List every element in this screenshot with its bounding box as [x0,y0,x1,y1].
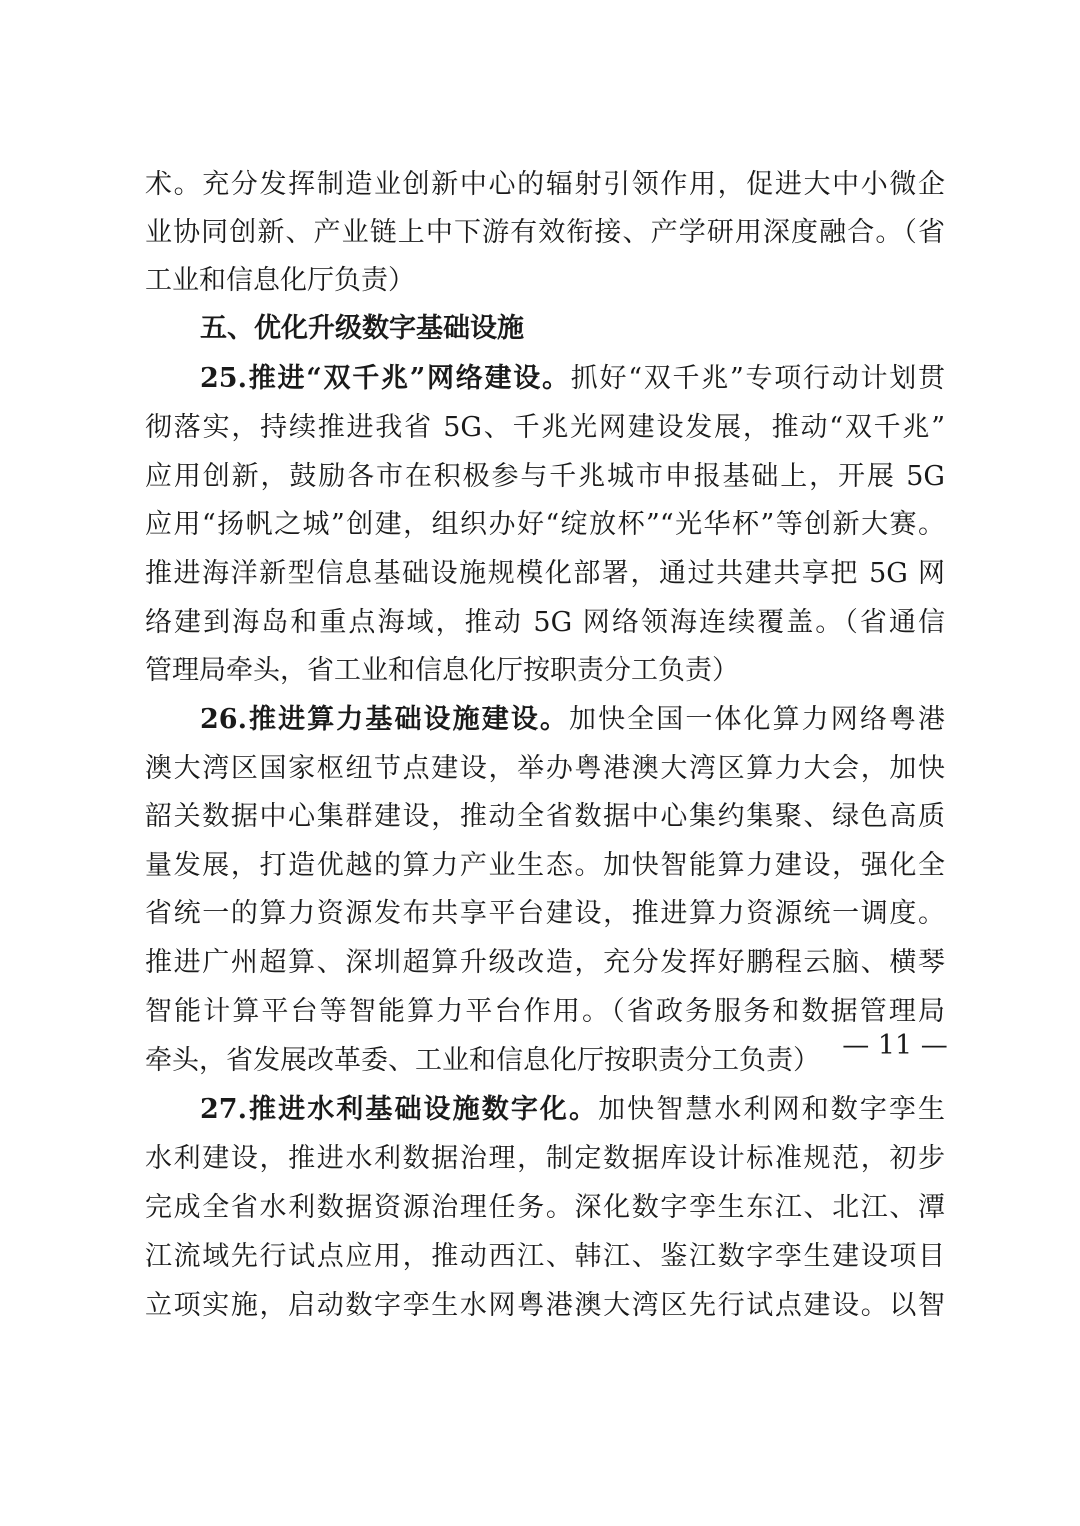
item-25-text: 抓好“双千兆”专项行动计划贯 [570,363,945,394]
paragraph-line: 工业和信息化厅负责） [145,265,415,296]
paragraph-line: 术。充分发挥制造业创新中心的辐射引领作用，促进大中小微企 [145,169,945,200]
paragraph-line: 完成全省水利数据资源治理任务。深化数字孪生东江、北江、潭 [145,1192,945,1223]
paragraph-line: 推进海洋新型信息基础设施规模化部署，通过共建共享把 5G 网 [145,558,945,589]
paragraph-line: 量发展，打造优越的算力产业生态。加快智能算力建设，强化全 [145,850,945,881]
paragraph-line: 韶关数据中心集群建设，推动全省数据中心集约集聚、绿色高质 [145,801,945,832]
paragraph-line: 应用“扬帆之城”创建，组织办好“绽放杯”“光华杯”等创新大赛。 [145,509,945,540]
paragraph-line: 管理局牵头，省工业和信息化厅按职责分工负责） [145,655,739,686]
item-26-text: 加快全国一体化算力网络粤港 [568,704,945,735]
item-26-title: 26.推进算力基础设施建设。 [200,704,569,735]
paragraph-line: 省统一的算力资源发布共享平台建设，推进算力资源统一调度。 [145,898,945,929]
paragraph-line: 络建到海岛和重点海域，推动 5G 网络领海连续覆盖。（省通信 [145,607,945,638]
page-number: — 11 — [842,1030,948,1061]
item-25-first-line [200,355,945,403]
paragraph-line: 水利建设，推进水利数据治理，制定数据库设计标准规范，初步 [145,1143,945,1174]
paragraph-line: 智能计算平台等智能算力平台作用。（省政务服务和数据管理局 [145,996,945,1027]
item-25-title: 25.推进“双千兆”网络建设。 [200,363,571,394]
paragraph-line: 推进广州超算、深圳超算升级改造，充分发挥好鹏程云脑、横琴 [145,947,945,978]
paragraph-line: 牵头，省发展改革委、工业和信息化厅按职责分工负责） [145,1045,820,1076]
item-27-title: 27.推进水利基础设施数字化。 [200,1094,599,1125]
paragraph-line: 应用创新，鼓励各市在积极参与千兆城市申报基础上，开展 5G [145,461,945,492]
item-26-first-line [200,696,945,744]
paragraph-line: 立项实施，启动数字孪生水网粤港澳大湾区先行试点建设。以智 [145,1290,945,1321]
paragraph-line: 江流域先行试点应用，推动西江、韩江、鉴江数字孪生建设项目 [145,1241,945,1272]
item-27-first-line [200,1086,945,1134]
section-heading: 五、优化升级数字基础设施 [200,313,524,344]
paragraph-line: 澳大湾区国家枢纽节点建设，举办粤港澳大湾区算力大会，加快 [145,753,945,784]
paragraph-line: 业协同创新、产业链上中下游有效衔接、产学研用深度融合。（省 [145,217,945,248]
item-27-text: 加快智慧水利网和数字孪生 [598,1094,946,1125]
paragraph-line: 彻落实，持续推进我省 5G、千兆光网建设发展，推动“双千兆” [145,412,945,443]
